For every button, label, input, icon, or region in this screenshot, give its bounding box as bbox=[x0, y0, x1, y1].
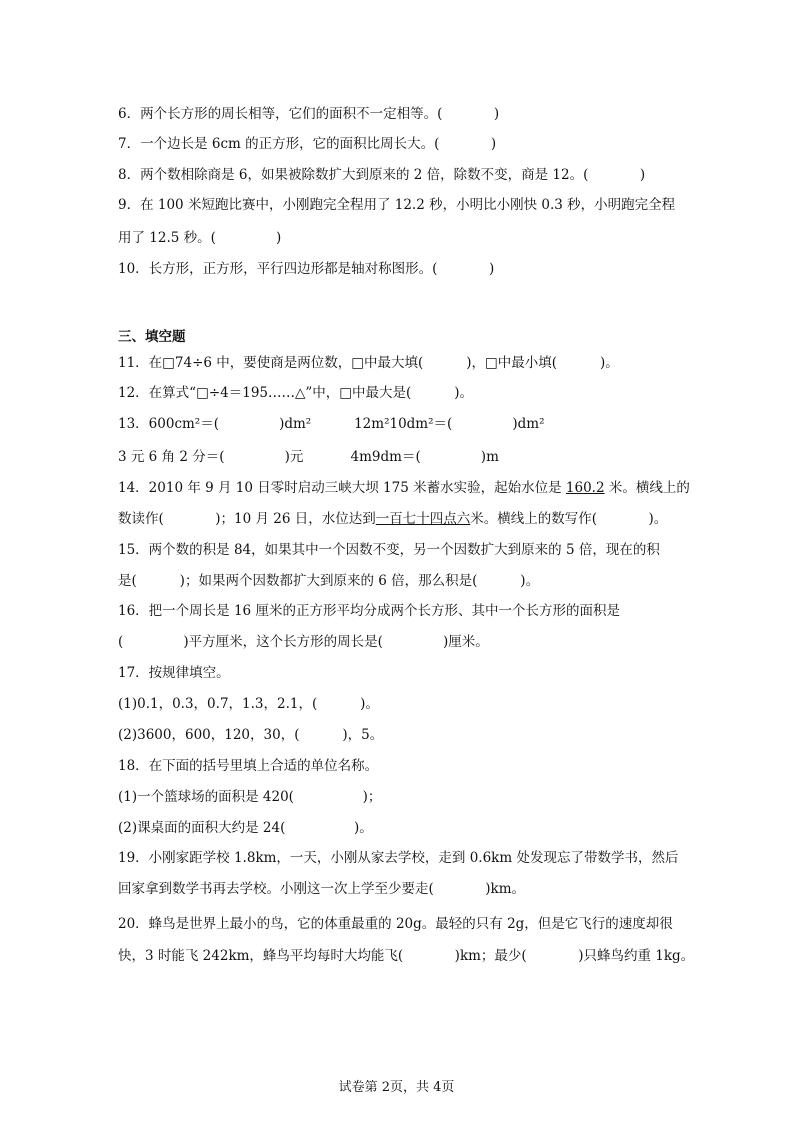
question-19-cont: 回家拿到数学书再去学校。小刚这一次上学至少要走( )km。 bbox=[118, 881, 526, 897]
question-7: 7．一个边长是 6cm 的正方形，它的面积比周长大。( ) bbox=[118, 136, 497, 152]
question-8: 8．两个数相除商是 6，如果被除数扩大到原来的 2 倍，除数不变，商是 12。( ) bbox=[118, 167, 646, 183]
question-17: 17．按规律填空。 bbox=[118, 665, 230, 681]
question-10: 10．长方形，正方形，平行四边形都是轴对称图形。( ) bbox=[118, 261, 495, 277]
section-title: 三、填空题 bbox=[118, 329, 186, 345]
question-17-2: (2)3600，600，120，30，( )，5。 bbox=[118, 727, 384, 743]
question-15: 15．两个数的积是 84，如果其中一个因数不变，另一个因数扩大到原来的 5 倍，现在的积 bbox=[118, 542, 660, 558]
question-16-cont: ( )平方厘米，这个长方形的周长是( )厘米。 bbox=[118, 634, 489, 650]
question-12: 12．在算式“□÷4＝195……△”中，□中最大是( )。 bbox=[118, 385, 473, 401]
question-19: 19．小刚家距学校 1.8km，一天，小刚从家去学校，走到 0.6km 处发现忘了带数学书，然后 bbox=[118, 850, 679, 866]
question-6: 6．两个长方形的周长相等，它们的面积不一定相等。( ) bbox=[118, 106, 500, 122]
question-13a: 13．600cm²＝( )dm² 12m²10dm²＝( )dm² bbox=[118, 416, 545, 432]
question-18: 18．在下面的括号里填上合适的单位名称。 bbox=[118, 758, 379, 774]
question-20: 20．蜂鸟是世界上最小的鸟，它的体重最重的 20g。最轻的只有 2g，但是它飞行的速度却很 bbox=[118, 916, 673, 932]
text: 米。横线上的数写作( )。 bbox=[470, 511, 668, 527]
question-14 bbox=[118, 480, 690, 496]
question-14-cont bbox=[118, 511, 667, 527]
question-18-1: (1)一个篮球场的面积是 420( )； bbox=[118, 789, 382, 805]
text: 数读作( )；10 月 26 日，水位达到 bbox=[118, 511, 376, 527]
question-15-cont: 是( )；如果两个因数都扩大到原来的 6 倍，那么积是( )。 bbox=[118, 573, 540, 589]
underlined-number: 一百七十四点六 bbox=[375, 511, 471, 527]
question-9: 9．在 100 米短跑比赛中，小刚跑完全程用了 12.2 秒，小明比小刚快 0.3 秒，小明跑完全程 bbox=[118, 197, 676, 213]
question-9-cont: 用了 12.5 秒。( ) bbox=[118, 230, 282, 246]
question-17-1: (1)0.1，0.3，0.7，1.3，2.1，( )。 bbox=[118, 696, 379, 712]
text: 米。横线上的 bbox=[604, 480, 690, 496]
question-18-2: (2)课桌面的面积大约是 24( )。 bbox=[118, 820, 373, 836]
text: 14．2010 年 9 月 10 日零时启动三峡大坝 175 米蓄水实验，起始水位是 bbox=[118, 480, 566, 496]
question-11: 11．在□74÷6 中，要使商是两位数，□中最大填( )，□中最小填( )。 bbox=[118, 355, 619, 371]
question-13b: 3 元 6 角 2 分＝( )元 4m9dm＝( )m bbox=[118, 449, 499, 465]
underlined-number: 160.2 bbox=[565, 480, 605, 496]
question-20-cont: 快，3 时能飞 242km，蜂鸟平均每时大均能飞( )km；最少( )只蜂鸟约重 1kg。 bbox=[118, 948, 695, 964]
page-footer: 试卷第 2页，共 4页 bbox=[338, 1080, 455, 1095]
question-16: 16．把一个周长是 16 厘米的正方形平均分成两个长方形、其中一个长方形的面积是 bbox=[118, 603, 620, 619]
